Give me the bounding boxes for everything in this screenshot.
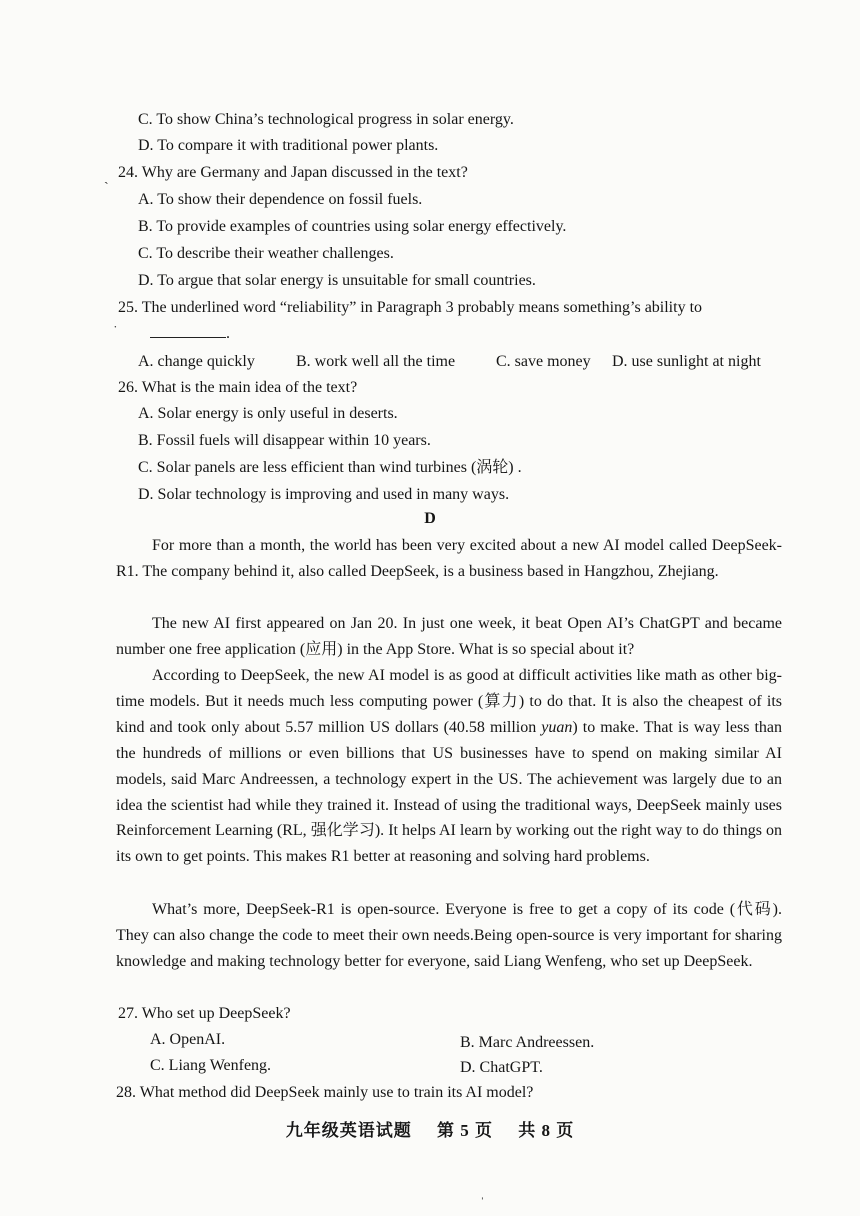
paragraph-text: According to DeepSeek, the new AI model is as good at difficult activities like math as other big-time models. But it needs much less computing power (算力) to do that. It is also the cheapest of its kind and took only about 5.57 million US dollars (40.58 million (116, 667, 782, 736)
paragraph-text: The new AI first appeared on Jan 20. In just one week, it beat Open AI’s ChatGPT and became number one free application (应用) in the App Store. What is so special about it? (116, 615, 782, 658)
footer-page-number: 第 5 页 (437, 1121, 493, 1140)
footer-total-pages: 共 8 页 (518, 1121, 575, 1140)
scan-speck: ˎ (104, 170, 109, 185)
paragraph-text: ) to make. That is way less than the hundreds of millions or even billions that US businesses have to spend on making similar AI models, said Marc Andreessen, a technology expert in the US. The achievement was largely due to an idea the scientist had while they trained it. Instead of using the traditional ways, DeepSeek mainly uses Reinforcement Learning (RL, 强化学习). It helps AI learn by working out the right way to do things on its own to get points. This makes R1 better at reasoning and solving hard problems. (116, 718, 783, 866)
q25-option-b: B. work well all the time (296, 353, 456, 370)
q25-stem: 25. The underlined word “reliability” in Paragraph 3 probably means something’s ability to (118, 299, 703, 316)
q24-option-d: D. To argue that solar energy is unsuitable for small countries. (138, 272, 536, 289)
q27-option-a: A. OpenAI. (150, 1031, 226, 1048)
italic-word: yuan (541, 718, 573, 736)
q28-stem: 28. What method did DeepSeek mainly use to train its AI model? (116, 1084, 534, 1101)
section-title: D (424, 510, 436, 527)
q26-stem: 26. What is the main idea of the text? (118, 379, 358, 396)
q24-option-a: A. To show their dependence on fossil fuels. (138, 191, 423, 208)
page-footer (0, 1116, 860, 1141)
scan-speck: ˈ (480, 1196, 485, 1211)
q26-option-d: D. Solar technology is improving and used in many ways. (138, 486, 510, 503)
blank-period: . (226, 325, 230, 342)
q25-option-a: A. change quickly (138, 353, 255, 370)
paragraph-text: What’s more, DeepSeek-R1 is open-source. Everyone is free to get a copy of its code (代码). They can also change the code to meet their own needs.Being open-source is very important for sharing knowledge and making technology better for everyone, said Liang Wenfeng, who set up DeepSeek. (116, 901, 782, 970)
q27-option-c: C. Liang Wenfeng. (150, 1057, 272, 1074)
q24-stem: 24. Why are Germany and Japan discussed in the text? (118, 164, 468, 181)
passage-paragraph-4 (116, 897, 782, 975)
passage-paragraph-1 (116, 533, 782, 585)
passage-paragraph-3 (116, 663, 782, 870)
q24-option-b: B. To provide examples of countries using solar energy effectively. (138, 218, 567, 235)
q26-option-a: A. Solar energy is only useful in deserts. (138, 405, 398, 422)
passage-paragraph-2 (116, 611, 782, 663)
footer-subject: 九年级英语试题 (285, 1121, 412, 1140)
q23-option-d: D. To compare it with traditional power plants. (138, 137, 439, 154)
q27-stem: 27. Who set up DeepSeek? (118, 1005, 291, 1022)
q25-option-d: D. use sunlight at night (612, 353, 761, 370)
q26-option-c: C. Solar panels are less efficient than wind turbines (涡轮) . (138, 459, 522, 476)
q25-answer-blank (150, 324, 230, 344)
paragraph-text: For more than a month, the world has been very excited about a new AI model called DeepSeek-R1. The company behind it, also called DeepSeek, is a business based in Hangzhou, Zhejiang. (116, 537, 782, 580)
q27-option-d: D. ChatGPT. (460, 1059, 543, 1076)
q24-option-c: C. To describe their weather challenges. (138, 245, 394, 262)
q27-option-b: B. Marc Andreessen. (460, 1034, 595, 1051)
answer-blank-line (150, 325, 226, 338)
q23-option-c: C. To show China’s technological progress in solar energy. (138, 111, 514, 128)
scan-speck: ˙ (113, 324, 118, 339)
q25-option-c: C. save money (496, 353, 591, 370)
q26-option-b: B. Fossil fuels will disappear within 10 years. (138, 432, 431, 449)
